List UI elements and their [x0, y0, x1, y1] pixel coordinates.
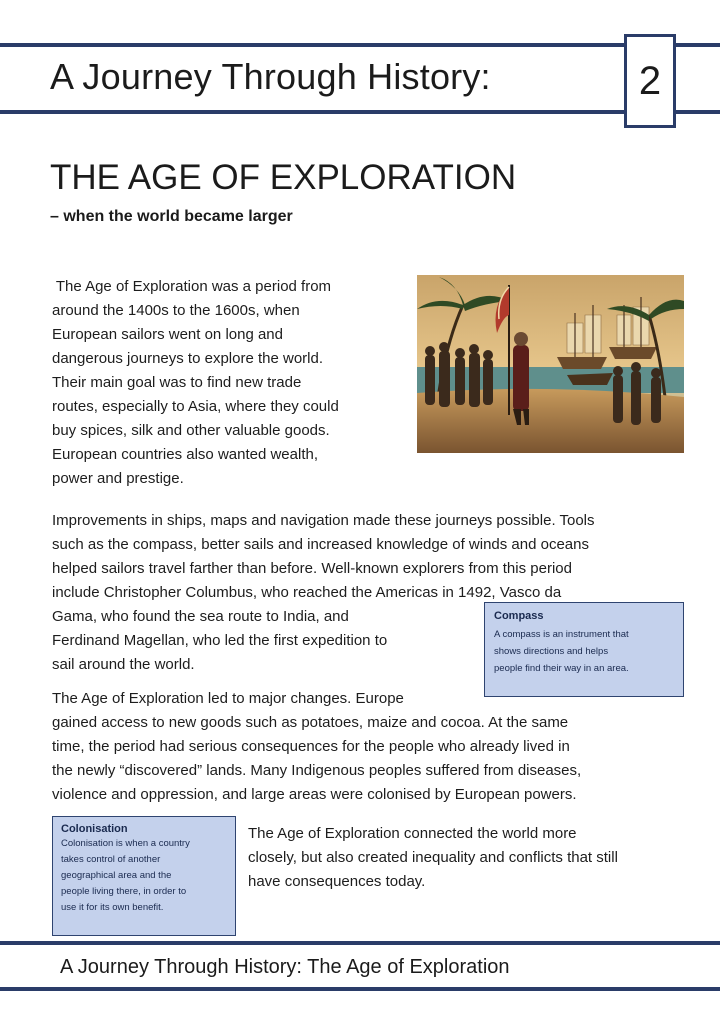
colonisation-infobox [52, 816, 236, 936]
text-line: European sailors went on long and [52, 326, 283, 343]
text-line: dangerous journeys to explore the world. [52, 350, 323, 367]
compass-infobox-line: people find their way in an area. [494, 663, 629, 674]
colonisation-infobox-line: takes control of another [61, 854, 161, 865]
text-line: Gama, who found the sea route to India, and [52, 608, 349, 625]
consequences-paragraph [52, 687, 692, 807]
page-number: 2 [638, 58, 662, 103]
header-rule-bottom [0, 110, 720, 114]
colonisation-infobox-line: people living there, in order to [61, 886, 187, 897]
text-line: The Age of Exploration led to major changes. Europe [52, 690, 404, 707]
text-line: gained access to new goods such as potatoes, maize and cocoa. At the same [52, 714, 569, 731]
text-line: include Christopher Columbus, who reached the Americas in 1492, Vasco da [52, 584, 562, 601]
compass-infobox-line: shows directions and helps [494, 646, 609, 657]
header-rule-top [0, 43, 720, 47]
conclusion-paragraph [248, 822, 698, 894]
text-line: helped sailors travel farther than before. Well-known explorers from this period [52, 560, 572, 577]
text-line: The Age of Exploration was a period from [52, 278, 332, 295]
text-line: the newly “discovered” lands. Many Indigenous peoples suffered from diseases, [52, 762, 582, 779]
text-line: around the 1400s to the 1600s, when [52, 302, 300, 319]
article-title: THE AGE OF EXPLORATION [50, 158, 517, 197]
text-line: Improvements in ships, maps and navigation made these journeys possible. Tools [52, 512, 595, 529]
colonisation-infobox-line: geographical area and the [61, 870, 172, 881]
compass-infobox [484, 602, 684, 697]
text-line: such as the compass, better sails and increased knowledge of winds and oceans [52, 536, 589, 553]
text-line: violence and oppression, and large areas were colonised by European powers. [52, 786, 577, 803]
intro-paragraph [52, 275, 402, 491]
header-title: A Journey Through History: [50, 56, 491, 97]
colonisation-infobox-line: use it for its own benefit. [61, 902, 164, 913]
text-line: Ferdinand Magellan, who led the first expedition to [52, 632, 388, 649]
text-line: The Age of Exploration connected the world more [248, 825, 577, 842]
text-line: European countries also wanted wealth, [52, 446, 319, 463]
text-line: time, the period had serious consequences for the people who already lived in [52, 738, 570, 755]
text-line: routes, especially to Asia, where they could [52, 398, 339, 415]
compass-infobox-title: Compass [494, 610, 544, 622]
colonisation-infobox-title: Colonisation [61, 823, 128, 835]
footer-rule-bottom [0, 987, 720, 991]
footer-rule-top [0, 941, 720, 945]
footer-title: A Journey Through History: The Age of Exploration [60, 956, 510, 978]
explorers-landing-illustration [417, 275, 684, 453]
text-line: power and prestige. [52, 470, 184, 487]
text-line: buy spices, silk and other valuable goods. [52, 422, 330, 439]
text-line: Their main goal was to find new trade [52, 374, 302, 391]
colonisation-infobox-line: Colonisation is when a country [61, 838, 190, 849]
text-line: have consequences today. [248, 873, 426, 890]
compass-infobox-line: A compass is an instrument that [494, 629, 629, 640]
page-number-box [624, 34, 676, 128]
article-subtitle: – when the world became larger [50, 208, 293, 225]
text-line: closely, but also created inequality and conflicts that still [248, 849, 618, 866]
text-line: sail around the world. [52, 656, 195, 673]
